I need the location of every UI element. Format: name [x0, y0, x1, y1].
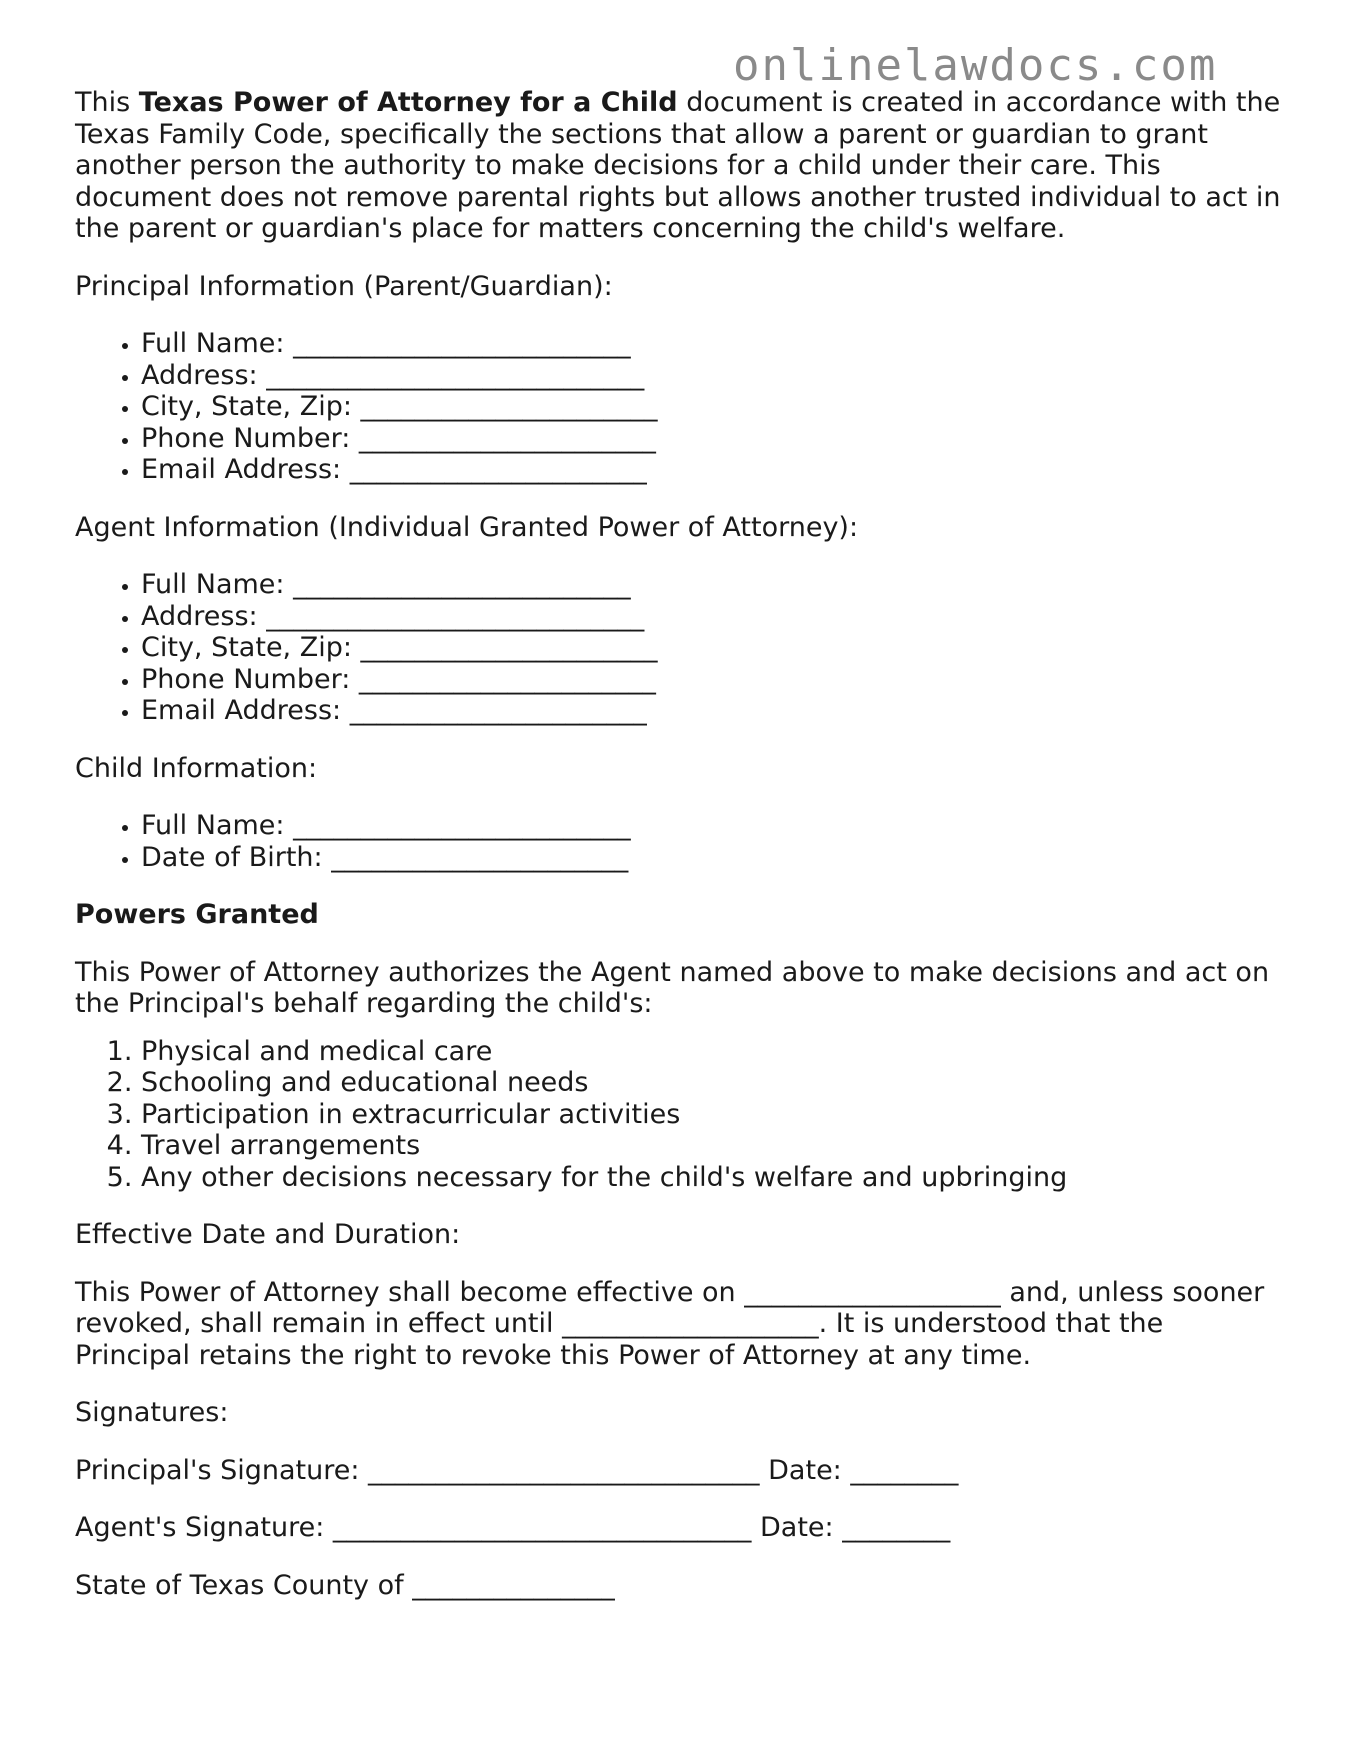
principal-address: • Address: ____________________________ — [141, 360, 1285, 392]
power-item: 2. Schooling and educational needs — [141, 1067, 1285, 1099]
agent-city-state-zip: • City, State, Zip: ______________________ — [141, 632, 1285, 664]
principal-heading: Principal Information (Parent/Guardian): — [75, 270, 613, 302]
intro-before: This — [75, 87, 139, 118]
powers-heading: Powers Granted — [75, 899, 319, 930]
principal-fields — [75, 328, 1285, 486]
child-heading: Child Information: — [75, 752, 318, 784]
signatures-heading: Signatures: — [75, 1397, 229, 1428]
power-item: 1. Physical and medical care — [141, 1036, 1285, 1068]
power-item: 3. Participation in extracurricular activities — [141, 1099, 1285, 1131]
intro-after: document is created in accordance with the Texas Family Code, specifically the sections that allow a parent or guardian to grant another person the authority to make decisions for a child under their care. This document does not remove parental rights but allows another trusted individual to act in the parent or guardian's place for matters concerning the child's welfare. — [75, 87, 1281, 244]
agent-fields — [75, 569, 1285, 727]
agent-full-name: • Full Name: _________________________ — [141, 569, 1285, 601]
power-item: 5. Any other decisions necessary for the child's welfare and upbringing — [141, 1162, 1285, 1194]
principal-signature-line: Principal's Signature: _____________________________ Date: ________ — [75, 1454, 959, 1486]
county-line: State of Texas County of _______________ — [75, 1569, 615, 1601]
principal-phone: • Phone Number: ______________________ — [141, 423, 1285, 455]
principal-email: • Email Address: ______________________ — [141, 454, 1285, 486]
powers-intro: This Power of Attorney authorizes the Agent named above to make decisions and act on the Principal's behalf regarding the child's: — [75, 956, 1270, 1019]
agent-phone: • Phone Number: ______________________ — [141, 664, 1285, 696]
agent-address: • Address: ____________________________ — [141, 601, 1285, 633]
child-date-of-birth: • Date of Birth: ______________________ — [141, 842, 1285, 874]
watermark: onlinelawdocs.com — [733, 40, 1218, 91]
agent-email: • Email Address: ______________________ — [141, 695, 1285, 727]
effective-text: This Power of Attorney shall become effective on ___________________ and, unless sooner revoked, shall remain in effect until ___________________. It is understood that the Principal retains the right to revoke this Power of Attorney at any time. — [75, 1276, 1265, 1371]
power-item: 4. Travel arrangements — [141, 1130, 1285, 1162]
agent-signature-line: Agent's Signature: _______________________________ Date: ________ — [75, 1512, 951, 1543]
intro-paragraph — [75, 87, 1285, 245]
document-body — [75, 87, 1285, 1627]
document-title: Texas Power of Attorney for a Child — [138, 87, 678, 118]
principal-city-state-zip: • City, State, Zip: ______________________ — [141, 391, 1285, 423]
principal-full-name: • Full Name: _________________________ — [141, 328, 1285, 360]
child-full-name: • Full Name: _________________________ — [141, 810, 1285, 842]
child-fields — [75, 810, 1285, 873]
powers-list — [75, 1036, 1285, 1194]
agent-heading: Agent Information (Individual Granted Power of Attorney): — [75, 511, 859, 543]
effective-heading: Effective Date and Duration: — [75, 1219, 461, 1250]
